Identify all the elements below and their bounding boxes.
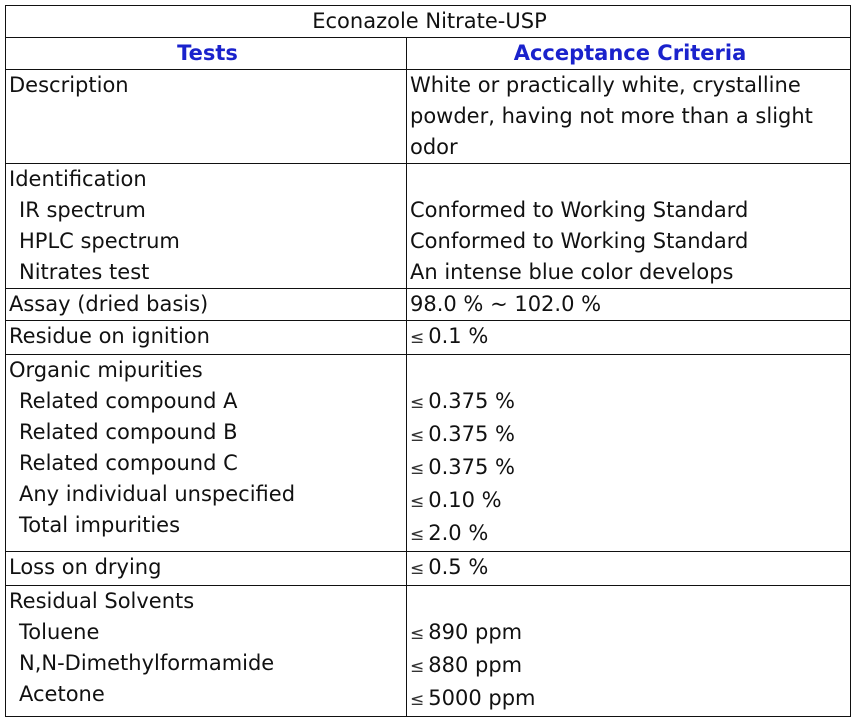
test-name: Nitrates test [19, 260, 150, 284]
group-heading: Organic mipurities [9, 358, 203, 382]
table-row-assay [6, 289, 851, 321]
table-row-residual-solvents [6, 586, 851, 717]
less-equal-symbol: ≤ [410, 525, 425, 545]
less-equal-symbol: ≤ [410, 690, 425, 710]
table-title: Econazole Nitrate-USP [6, 6, 851, 38]
less-equal-symbol: ≤ [410, 328, 425, 348]
test-name: Any individual unspecified [19, 482, 296, 506]
criteria-value: 890 ppm [428, 620, 523, 644]
test-cell [6, 586, 407, 717]
test-name: Related compound A [19, 389, 238, 413]
criteria-line [410, 650, 850, 683]
criteria-value: 0.1 % [428, 324, 489, 348]
criteria-cell [407, 586, 851, 717]
less-equal-symbol: ≤ [410, 492, 425, 512]
criteria-line [410, 321, 850, 354]
test-cell [6, 164, 407, 289]
criteria-line [410, 552, 850, 585]
acceptance-criteria-column-header: Acceptance Criteria [407, 38, 851, 70]
tests-column-header: Tests [6, 38, 407, 70]
table-row-organic-impurities [6, 355, 851, 552]
criteria-value: 0.375 % [428, 422, 515, 446]
group-heading: Identification [9, 167, 147, 191]
test-cell [6, 355, 407, 552]
test-name: N,N-Dimethylformamide [19, 651, 275, 675]
group-heading: Residual Solvents [9, 589, 195, 613]
criteria-value: 5000 ppm [428, 686, 536, 710]
test-name: Loss on drying [9, 555, 162, 579]
criteria-value: 98.0 % ~ 102.0 % [410, 292, 602, 316]
criteria-line [410, 452, 850, 485]
criteria-value: 880 ppm [428, 653, 523, 677]
title-row [6, 6, 851, 38]
specification-table [5, 5, 851, 717]
criteria-value: 0.375 % [428, 389, 515, 413]
criteria-cell [407, 355, 851, 552]
criteria-cell [407, 289, 851, 321]
criteria-cell [407, 552, 851, 586]
table-row-residue-on-ignition [6, 321, 851, 355]
criteria-value: 0.375 % [428, 455, 515, 479]
criteria-line: powder, having not more than a slight [410, 104, 813, 128]
criteria-value: Conformed to Working Standard [410, 229, 749, 253]
less-equal-symbol: ≤ [410, 624, 425, 644]
test-cell [6, 321, 407, 355]
criteria-line: odor [410, 135, 458, 159]
criteria-line [410, 617, 850, 650]
criteria-line: White or practically white, crystalline [410, 73, 801, 97]
criteria-value: An intense blue color develops [410, 260, 734, 284]
test-cell [6, 552, 407, 586]
table-row-loss-on-drying [6, 552, 851, 586]
test-name: Related compound B [19, 420, 238, 444]
test-name: Residue on ignition [9, 324, 210, 348]
test-name: Total impurities [19, 513, 181, 537]
criteria-cell [407, 70, 851, 164]
criteria-line [410, 386, 850, 419]
criteria-cell [407, 164, 851, 289]
table-row-description [6, 70, 851, 164]
criteria-line [410, 518, 850, 551]
criteria-cell [407, 321, 851, 355]
table-row-identification [6, 164, 851, 289]
test-name: Toluene [19, 620, 100, 644]
criteria-value: Conformed to Working Standard [410, 198, 749, 222]
spacer [410, 586, 850, 617]
criteria-value: 0.5 % [428, 555, 489, 579]
spacer [410, 164, 850, 195]
criteria-line [410, 683, 850, 716]
test-name: Acetone [19, 682, 105, 706]
criteria-value: 2.0 % [428, 521, 489, 545]
criteria-line [410, 419, 850, 452]
spacer [410, 355, 850, 386]
criteria-line [410, 485, 850, 518]
test-name: Description [9, 73, 129, 97]
test-cell [6, 70, 407, 164]
test-name: Assay (dried basis) [9, 292, 209, 316]
less-equal-symbol: ≤ [410, 657, 425, 677]
test-name: Related compound C [19, 451, 238, 475]
test-name: HPLC spectrum [19, 229, 180, 253]
test-cell [6, 289, 407, 321]
criteria-value: 0.10 % [428, 488, 502, 512]
less-equal-symbol: ≤ [410, 459, 425, 479]
header-row [6, 38, 851, 70]
less-equal-symbol: ≤ [410, 426, 425, 446]
test-name: IR spectrum [19, 198, 146, 222]
less-equal-symbol: ≤ [410, 393, 425, 413]
less-equal-symbol: ≤ [410, 559, 425, 579]
